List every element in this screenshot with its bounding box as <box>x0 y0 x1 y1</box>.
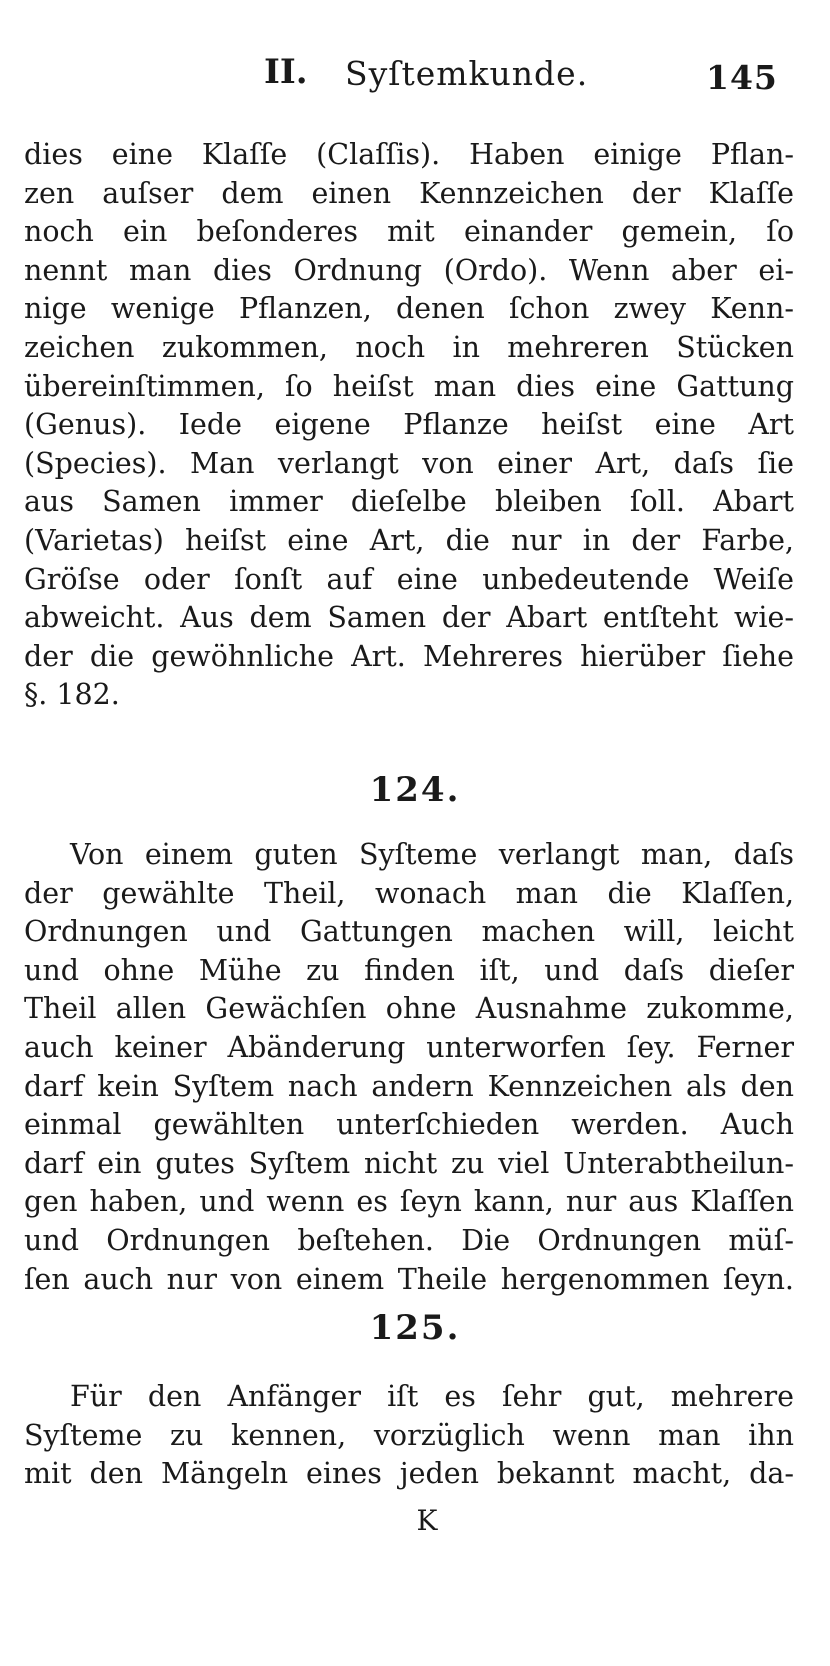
text-line: zeichen zukommen, noch in mehreren Stücken <box>24 330 794 364</box>
text-line: (Varietas) heiſst eine Art, die nur in der Farbe, <box>24 523 794 557</box>
text-line: zen auſser dem einen Kennzeichen der Klaſſe <box>24 176 794 210</box>
chapter-number: II. <box>264 52 308 92</box>
text-line: Syſteme zu kennen, vorzüglich wenn man ihn <box>24 1418 794 1452</box>
text-line: darf ein gutes Syſtem nicht zu viel Unterabtheilun- <box>24 1146 794 1180</box>
text-line: abweicht. Aus dem Samen der Abart entſteht wie- <box>24 601 794 635</box>
text-line: der die gewöhnliche Art. Mehreres hierüber ſiehe <box>24 639 794 673</box>
text-line: Für den Anfänger iſt es ſehr gut, mehrere <box>70 1380 794 1413</box>
text-line: nennt man dies Ordnung (Ordo). Wenn aber ei- <box>24 253 794 287</box>
text-line: noch ein beſonderes mit einander gemein, ſo <box>24 215 794 249</box>
text-line: der gewählte Theil, wonach man die Klaſſen, <box>24 876 794 910</box>
text-line: aus Samen immer dieſelbe bleiben ſoll. Abart <box>24 485 794 519</box>
text-line: darf kein Syſtem nach andern Kennzeichen als den <box>24 1069 794 1103</box>
paragraph-124 <box>24 836 794 1299</box>
text-line: Theil allen Gewächſen ohne Ausnahme zukomme, <box>24 992 794 1026</box>
section-heading-125: 125. <box>369 1308 461 1348</box>
chapter-title: Syſtemkunde. <box>345 54 589 93</box>
text-line: nige wenige Pflanzen, denen ſchon zwey Kenn- <box>24 292 794 326</box>
text-line: übereinſtimmen, ſo heiſst man dies eine Gattung <box>24 369 794 403</box>
section-heading-124: 124. <box>369 770 461 810</box>
text-line: dies eine Klaſſe (Claſſis). Haben einige Pflan- <box>24 138 794 171</box>
text-line: mit den Mängeln eines jeden bekannt macht, da- <box>24 1457 794 1491</box>
text-line: gen haben, und wenn es ſeyn kann, nur aus Klaſſen <box>24 1185 794 1219</box>
paragraph-continued <box>24 136 794 715</box>
text-line: ſen auch nur von einem Theile hergenommen ſeyn. <box>24 1262 794 1296</box>
text-line: auch keiner Abänderung unterworfen ſey. Ferner <box>24 1030 794 1064</box>
text-line: Gröſse oder ſonſt auf eine unbedeutende Weiſe <box>24 562 794 596</box>
signature-mark: K <box>416 1504 438 1537</box>
text-line: und Ordnungen beſtehen. Die Ordnungen müſ- <box>24 1223 794 1257</box>
running-head <box>0 52 830 102</box>
paragraph-125 <box>24 1378 794 1494</box>
text-line: §. 182. <box>24 678 120 712</box>
text-line: Von einem guten Syſteme verlangt man, daſs <box>70 838 794 871</box>
text-line: einmal gewählten unterſchieden werden. Auch <box>24 1108 794 1142</box>
text-line: (Species). Man verlangt von einer Art, daſs ſie <box>24 446 794 480</box>
text-line: und ohne Mühe zu finden iſt, und daſs dieſer <box>24 953 794 987</box>
text-line: (Genus). Iede eigene Pflanze heiſst eine Art <box>24 408 794 442</box>
page-number: 145 <box>706 58 778 97</box>
text-line: Ordnungen und Gattungen machen will, leicht <box>24 915 794 949</box>
